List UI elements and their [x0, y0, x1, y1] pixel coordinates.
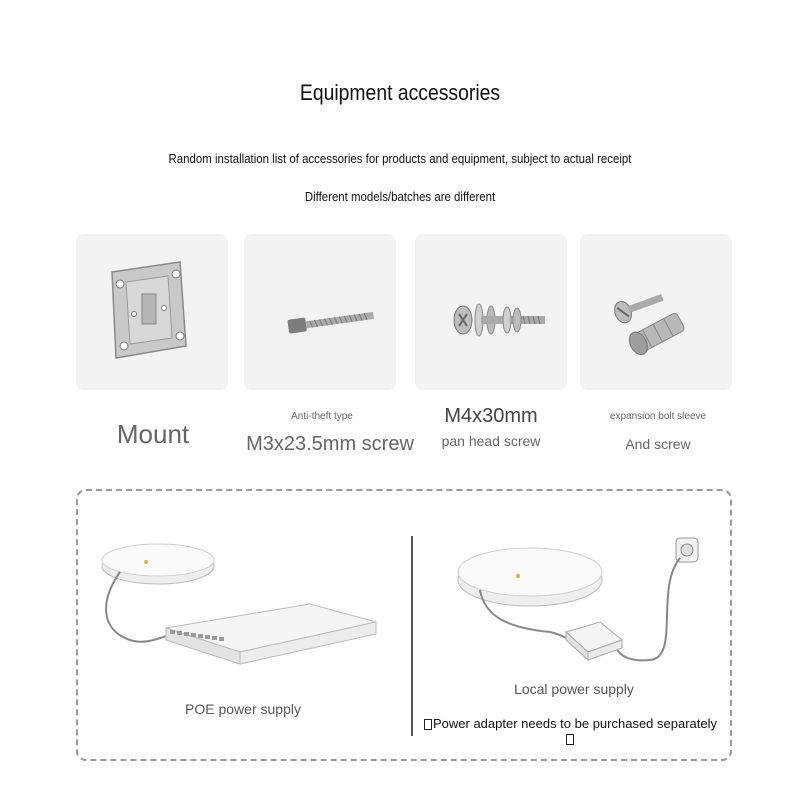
anti-theft-screw-icon — [244, 234, 396, 390]
accessory-tile-mount — [76, 234, 228, 390]
adapter-note-text: Power adapter needs to be purchased separately — [432, 716, 718, 731]
subtitle-models-note: Different models/batches are different — [304, 189, 496, 204]
poe-power-supply-label: POE power supply — [185, 701, 301, 717]
page-title: Equipment accessories — [299, 80, 501, 105]
accessory-tile-pan-head-screw — [415, 234, 567, 390]
accessory-label-m3-screw: M3x23.5mm screw — [246, 433, 414, 455]
subtitle-accessories-list: Random installation list of accessories for products and equipment, subject to actual receipt — [168, 151, 632, 166]
accessory-label-mount: Mount — [116, 419, 190, 449]
adapter-purchase-note — [420, 716, 720, 746]
accessory-label-expansion-bolt-sleeve: expansion bolt sleeve — [609, 411, 707, 422]
pan-head-screw-icon — [415, 234, 567, 390]
accessory-label-pan-head-screw: pan head screw — [441, 433, 541, 449]
expansion-bolt-icon — [580, 234, 732, 390]
mount-bracket-icon — [76, 234, 228, 390]
local-supply-illustration — [450, 528, 720, 678]
accessory-tile-expansion-bolt — [580, 234, 732, 390]
panel-divider — [411, 536, 413, 736]
local-power-supply-label: Local power supply — [514, 681, 634, 697]
poe-setup-illustration — [90, 530, 390, 680]
accessory-tile-anti-theft-screw — [244, 234, 396, 390]
accessory-label-m4x30mm: M4x30mm — [444, 405, 538, 427]
accessory-label-and-screw: And screw — [625, 436, 691, 452]
bracket-close-icon — [566, 734, 574, 745]
accessory-label-anti-theft-type: Anti-theft type — [291, 411, 353, 422]
bracket-open-icon — [424, 719, 432, 730]
